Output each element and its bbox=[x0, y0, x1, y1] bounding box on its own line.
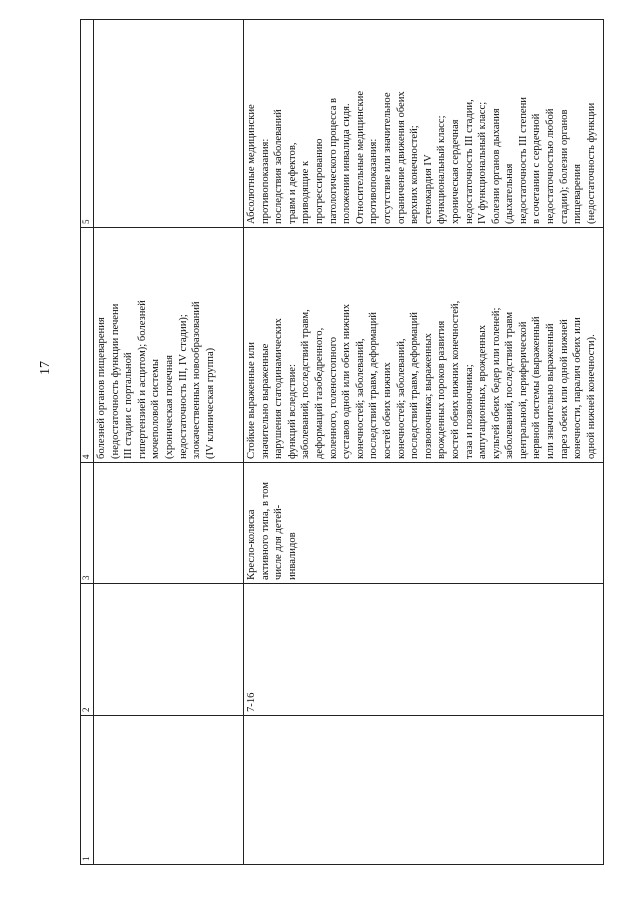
table-row-main bbox=[244, 20, 604, 865]
text-line: гипертензией и асцитом); болезней bbox=[136, 300, 148, 459]
text-line: противопоказания: bbox=[368, 138, 380, 224]
text-line: функций вследствие: bbox=[286, 364, 298, 459]
text-line: отсутствие или значительное bbox=[381, 92, 393, 224]
cont-col-3 bbox=[94, 463, 244, 584]
text-line: (недостаточность функции bbox=[585, 102, 597, 224]
header-col-4: 4 bbox=[81, 228, 94, 463]
table-row-continuation bbox=[94, 20, 244, 865]
text-line: позвоночника; выраженных bbox=[422, 333, 434, 459]
text-line: врожденных пороков развития bbox=[436, 320, 448, 459]
text-line: Кресло-коляска bbox=[246, 509, 257, 580]
main-col-3 bbox=[244, 463, 604, 584]
header-col-5: 5 bbox=[81, 20, 94, 228]
main-col-5 bbox=[244, 20, 604, 228]
text-line: заболеваний, последствий травм bbox=[504, 311, 516, 459]
text-line: верхних конечностей; bbox=[409, 125, 421, 224]
text-line: недостаточность III степени bbox=[517, 97, 529, 224]
page-number: 17 bbox=[38, 361, 53, 375]
text-line: (дыхательная bbox=[504, 163, 516, 224]
text-line: болезни органов дыхания bbox=[490, 108, 502, 224]
main-col-1 bbox=[244, 716, 604, 865]
text-line: (недостаточность функции печени bbox=[109, 303, 121, 459]
cont-col-1 bbox=[94, 716, 244, 865]
table-header-row bbox=[81, 20, 94, 865]
text-line: III стадии с портальной bbox=[123, 352, 135, 459]
text-line: ампутационных, врожденных bbox=[477, 324, 489, 459]
cont-col-5 bbox=[94, 20, 244, 228]
text-line: значительно выраженные bbox=[259, 343, 271, 459]
text-line: конечности, паралич обеих или bbox=[572, 317, 584, 459]
text-line: конечностей; заболеваний, bbox=[395, 338, 407, 459]
equipment-table bbox=[80, 19, 604, 865]
text-line: IV функциональный класс; bbox=[477, 101, 489, 224]
header-col-2: 2 bbox=[81, 584, 94, 716]
text-line: одной нижней конечности). bbox=[585, 334, 597, 459]
text-line: (хроническая почечная bbox=[163, 355, 175, 459]
text-line: Относительные медицинские bbox=[354, 90, 366, 224]
text-line: пищеварения bbox=[572, 164, 584, 224]
text-line: нарушения статодинамических bbox=[273, 318, 285, 459]
text-line: положении инвалида сидя. bbox=[341, 103, 353, 224]
text-line: нервной системы (выраженный bbox=[531, 316, 543, 459]
text-line: мочеполовой системы bbox=[150, 359, 162, 459]
cont-col-4 bbox=[94, 228, 244, 463]
text-line: Стойкие выраженные или bbox=[246, 342, 257, 459]
header-col-3: 3 bbox=[81, 463, 94, 584]
text-line: недостаточностью любой bbox=[545, 108, 557, 224]
text-line: последствий травм, деформаций bbox=[368, 312, 380, 459]
text-line: приводящие к bbox=[300, 160, 312, 224]
item-code: 7-16 bbox=[246, 692, 257, 712]
cont-col-2 bbox=[94, 584, 244, 716]
text-line: центральной, периферической bbox=[517, 321, 529, 459]
text-line: костей обеих нижних конечностей, bbox=[449, 300, 461, 459]
text-line: стадии); болезни органов bbox=[558, 109, 570, 224]
text-line: прогрессированию bbox=[313, 138, 325, 224]
text-line: суставов одной или обеих нижних bbox=[341, 304, 353, 459]
text-line: злокачественных новообразований bbox=[191, 301, 203, 459]
text-line: последствия заболеваний bbox=[273, 109, 285, 224]
text-line: болезней органов пищеварения bbox=[96, 317, 107, 459]
text-line: ограничение движения обеих bbox=[395, 91, 407, 224]
text-line: конечностей; заболеваний, bbox=[354, 338, 366, 459]
text-line: недостаточность III стадии, bbox=[463, 99, 475, 224]
text-line: деформаций тазобедренного, bbox=[313, 327, 325, 459]
main-col-4 bbox=[244, 228, 604, 463]
text-line: (IV клиническая группа) bbox=[204, 347, 216, 459]
text-line: числе для детей- bbox=[273, 504, 285, 580]
text-line: патологического процесса в bbox=[327, 97, 339, 224]
text-line: стенокардия IV bbox=[422, 154, 434, 224]
text-line: заболеваний, последствий травм, bbox=[300, 309, 312, 459]
text-line: культей обеих бедер или голеней; bbox=[490, 307, 502, 459]
text-line: противопоказания: bbox=[259, 138, 271, 224]
text-line: хроническая сердечная bbox=[449, 119, 461, 224]
text-line: таза и позвоночника; bbox=[463, 364, 475, 459]
text-line: коленного, голеностопного bbox=[327, 336, 339, 459]
text-line: травм и дефектов, bbox=[286, 142, 298, 224]
rotated-table-container bbox=[80, 55, 604, 865]
header-col-1: 1 bbox=[81, 716, 94, 865]
text-line: костей обеих нижних bbox=[381, 362, 393, 459]
text-line: или значительно выраженный bbox=[545, 323, 557, 459]
text-line: инвалидов bbox=[286, 532, 298, 580]
text-line: парез обеих или одной нижней bbox=[558, 319, 570, 459]
text-line: Абсолютные медицинские bbox=[246, 104, 257, 224]
text-line: в сочетании с сердечной bbox=[531, 113, 543, 224]
text-line: последствий травм, деформаций bbox=[409, 312, 421, 459]
main-col-2 bbox=[244, 584, 604, 716]
text-line: активного типа, в том bbox=[259, 482, 271, 580]
text-line: недостаточность III, IV стадии); bbox=[177, 314, 189, 459]
text-line: функциональный класс; bbox=[436, 115, 448, 224]
